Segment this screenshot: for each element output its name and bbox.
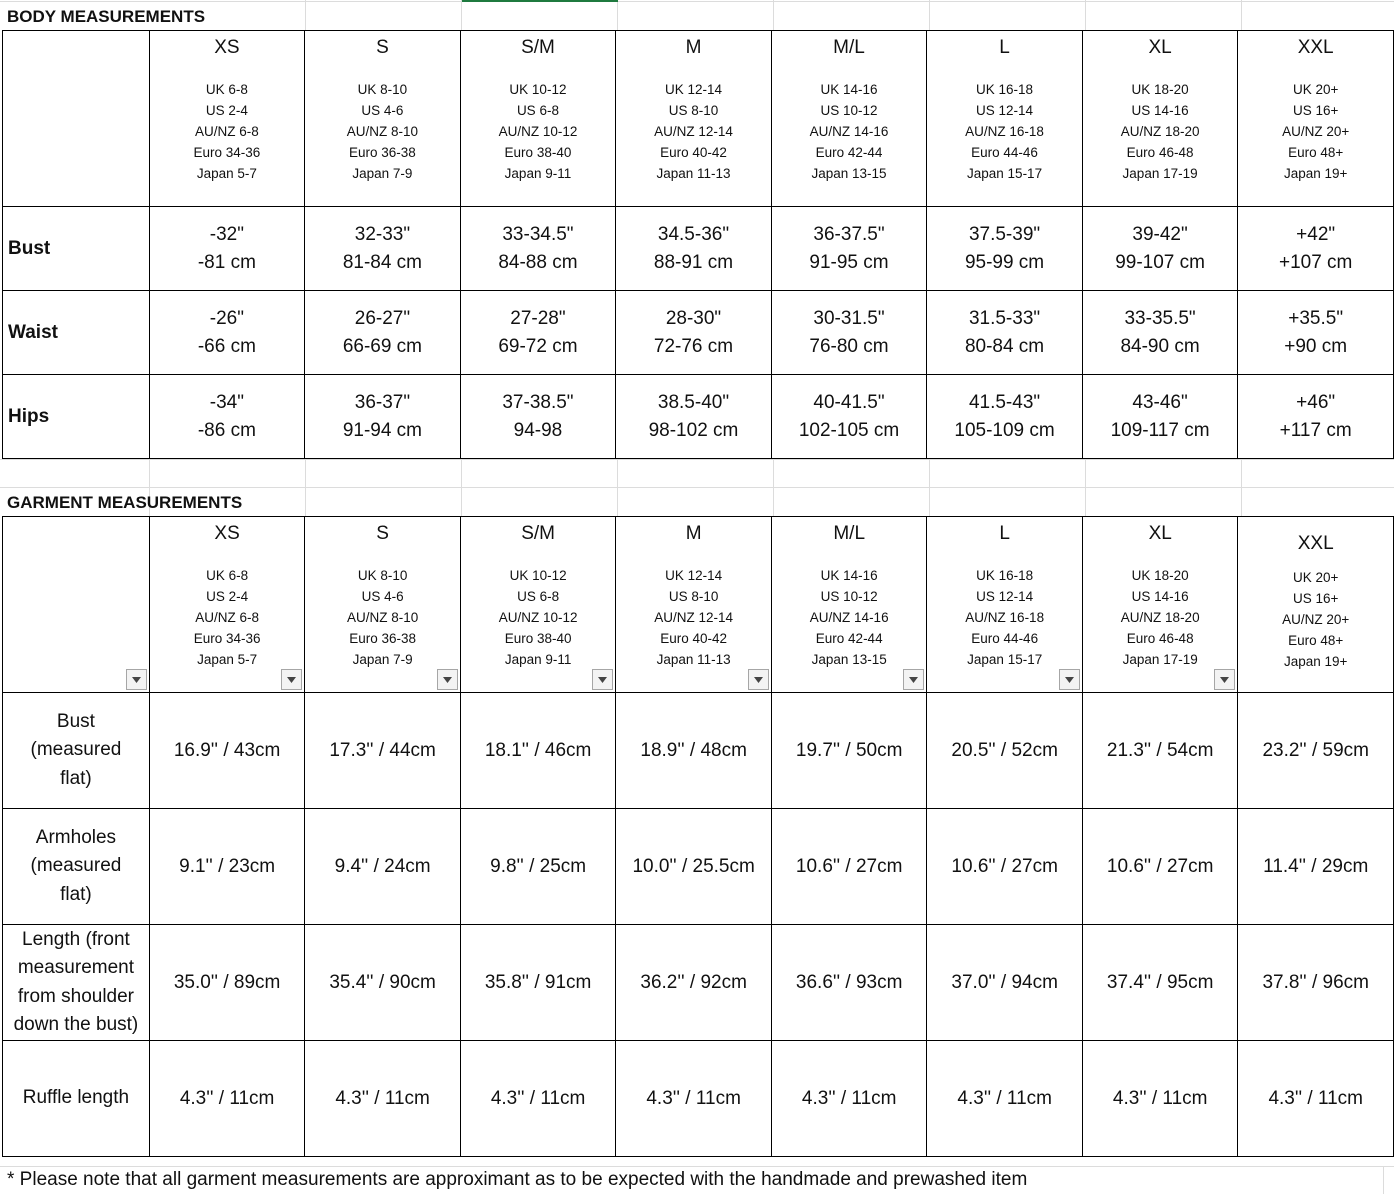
cm-value: 109-117 cm <box>1110 419 1210 441</box>
garment-value-cell: 35.4'' / 90cm <box>305 925 461 1041</box>
size-header-cell <box>149 31 305 207</box>
cm-value: +117 cm <box>1279 419 1352 441</box>
garment-value-cell: 4.3'' / 11cm <box>1238 1041 1394 1157</box>
size-conversion: AU/NZ 16-18 <box>965 124 1044 139</box>
size-conversion: UK 10-12 <box>509 82 567 97</box>
measurement-cell <box>305 291 461 375</box>
size-header-cell <box>149 517 305 693</box>
size-name: S <box>376 523 389 544</box>
garment-value-cell: 19.7'' / 50cm <box>771 693 927 809</box>
size-conversion: AU/NZ 16-18 <box>965 610 1045 625</box>
size-conversion: UK 12-14 <box>664 82 722 97</box>
measurement-value <box>305 305 460 361</box>
cm-value: 94-98 <box>513 419 563 441</box>
size-header-cell <box>927 31 1083 207</box>
garment-value-cell: 10.6'' / 27cm <box>927 809 1083 925</box>
filter-dropdown-icon[interactable] <box>437 669 458 690</box>
filter-dropdown-icon[interactable] <box>126 669 147 690</box>
cm-value: 95-99 cm <box>964 251 1045 273</box>
size-conversion: Euro 40-42 <box>660 631 728 646</box>
row-label-line: measurement <box>17 957 135 978</box>
size-conversion: US 14-16 <box>1131 103 1189 118</box>
cm-value: 91-95 cm <box>809 251 889 273</box>
row-label-line: flat) <box>60 883 92 905</box>
garment-value-cell: 10.6'' / 27cm <box>1082 809 1238 925</box>
measurement-cell <box>460 207 616 291</box>
size-conversion: Japan 19+ <box>1284 654 1348 669</box>
garment-value-cell: 9.8'' / 25cm <box>460 809 616 925</box>
size-header-row <box>3 517 1394 693</box>
measurement-value <box>772 389 927 445</box>
cm-value: 69-72 cm <box>498 335 578 357</box>
inches-value: -34" <box>209 391 244 413</box>
cm-value: 84-88 cm <box>498 251 578 273</box>
size-conversion: Japan 17-19 <box>1122 652 1198 667</box>
measurement-value <box>461 221 616 277</box>
garment-value-cell: 17.3'' / 44cm <box>305 693 461 809</box>
size-conversion: Japan 15-17 <box>967 652 1043 667</box>
size-conversion: UK 14-16 <box>820 568 878 583</box>
garment-value-cell: 35.8'' / 91cm <box>460 925 616 1041</box>
cm-value: 81-84 cm <box>342 251 423 273</box>
row-label-line: (measured <box>30 855 122 877</box>
inches-value: 30-31.5" <box>813 307 885 329</box>
inches-value: +35.5" <box>1288 307 1344 329</box>
size-conversion: Euro 34-36 <box>193 145 261 160</box>
size-conversion: Euro 36-38 <box>349 631 416 646</box>
size-conversion: Euro 44-46 <box>971 145 1038 160</box>
measurement-cell <box>305 375 461 459</box>
measurement-cell <box>149 291 305 375</box>
size-name: XXL <box>1297 533 1334 554</box>
measurement-value <box>150 389 305 445</box>
measurement-cell <box>927 207 1083 291</box>
size-conversion: Japan 11-13 <box>656 166 731 181</box>
size-name: XL <box>1148 523 1172 544</box>
size-conversion: Japan 7-9 <box>352 166 413 181</box>
size-conversions <box>927 565 1082 670</box>
size-conversions <box>1083 565 1238 670</box>
size-conversions <box>150 565 305 670</box>
row-label-line: from shoulder <box>17 985 135 1007</box>
row-label-line: Ruffle length <box>22 1087 130 1109</box>
garment-value-cell: 18.1'' / 46cm <box>460 693 616 809</box>
size-conversion: Japan 5-7 <box>196 166 257 181</box>
size-header-cell <box>616 517 772 693</box>
size-conversion: US 8-10 <box>668 589 719 604</box>
body-measurements-table <box>2 30 1394 459</box>
size-name: XL <box>1148 37 1172 58</box>
size-conversion: US 14-16 <box>1131 589 1189 604</box>
measurement-cell <box>1082 291 1238 375</box>
inches-value: -32" <box>209 223 244 245</box>
size-header-cell <box>1238 517 1394 693</box>
garment-value-cell: 10.6'' / 27cm <box>771 809 927 925</box>
garment-value-cell: 4.3'' / 11cm <box>1082 1041 1238 1157</box>
size-conversion: Japan 13-15 <box>811 652 887 667</box>
measurement-value <box>616 389 771 445</box>
size-conversion: US 12-14 <box>976 103 1034 118</box>
size-conversion: UK 20+ <box>1292 82 1339 97</box>
garment-value-cell: 23.2'' / 59cm <box>1238 693 1394 809</box>
measurement-value <box>927 389 1082 445</box>
size-header-cell <box>305 517 461 693</box>
size-conversions <box>1238 567 1393 672</box>
inches-value: 36-37" <box>354 391 411 413</box>
measurement-value <box>927 221 1082 277</box>
measurement-row <box>3 291 1394 375</box>
size-conversions <box>772 79 927 184</box>
size-conversion: AU/NZ 8-10 <box>346 610 419 625</box>
cm-value: +107 cm <box>1278 251 1353 273</box>
size-conversion: Euro 34-36 <box>193 631 261 646</box>
measurement-cell <box>149 207 305 291</box>
size-conversion: AU/NZ 14-16 <box>809 124 889 139</box>
garment-value-cell: 9.4'' / 24cm <box>305 809 461 925</box>
size-conversion: AU/NZ 18-20 <box>1120 124 1200 139</box>
size-conversions <box>305 565 460 670</box>
size-conversion: Japan 5-7 <box>197 652 258 667</box>
garment-value-cell: 20.5'' / 52cm <box>927 693 1083 809</box>
size-conversion: AU/NZ 20+ <box>1282 124 1350 139</box>
cm-value: +90 cm <box>1284 335 1348 357</box>
inches-value: -26" <box>209 307 244 329</box>
measurement-value <box>1083 221 1238 277</box>
garment-value-cell: 37.8'' / 96cm <box>1238 925 1394 1041</box>
measurement-cell <box>927 375 1083 459</box>
size-conversion: Euro 46-48 <box>1126 145 1194 160</box>
row-label: Hips <box>3 375 150 459</box>
row-label-line: (measured <box>30 739 122 761</box>
measurement-value <box>772 221 927 277</box>
size-conversions <box>461 79 616 184</box>
measurement-cell <box>927 291 1083 375</box>
size-conversion: US 4-6 <box>361 103 404 118</box>
active-cell-indicator <box>462 0 618 2</box>
measurement-cell <box>1238 207 1394 291</box>
row-label-line: Armholes <box>35 826 117 848</box>
garment-value-cell: 4.3'' / 11cm <box>149 1041 305 1157</box>
size-conversion: UK 18-20 <box>1131 568 1189 583</box>
size-conversion: Euro 36-38 <box>349 145 416 160</box>
size-conversions <box>150 79 305 184</box>
row-label-line: Bust <box>56 710 95 732</box>
cm-value: -86 cm <box>197 419 256 441</box>
size-name: M/L <box>833 523 866 544</box>
filter-dropdown-icon[interactable] <box>1059 669 1080 690</box>
measurement-value <box>616 221 771 277</box>
measurement-cell <box>460 375 616 459</box>
size-conversion: UK 8-10 <box>357 82 408 97</box>
cm-value: 98-102 cm <box>648 419 739 441</box>
garment-value-cell: 4.3'' / 11cm <box>927 1041 1083 1157</box>
size-conversion: UK 20+ <box>1293 570 1339 585</box>
size-conversion: AU/NZ 18-20 <box>1120 610 1200 625</box>
cm-value: -66 cm <box>197 335 256 357</box>
garment-value-cell: 36.6'' / 93cm <box>771 925 927 1041</box>
corner-cell <box>3 31 150 207</box>
size-conversion: US 16+ <box>1292 103 1339 118</box>
measurement-value <box>1083 305 1238 361</box>
size-conversion: AU/NZ 20+ <box>1282 612 1350 627</box>
row-label <box>3 693 150 809</box>
inches-value: 33-34.5" <box>502 223 574 245</box>
size-conversion: Japan 11-13 <box>656 652 731 667</box>
measurement-cell <box>149 375 305 459</box>
garment-value-cell: 37.4'' / 95cm <box>1082 925 1238 1041</box>
size-conversions <box>461 565 616 670</box>
inches-value: 34.5-36" <box>657 223 730 245</box>
garment-value-cell: 21.3'' / 54cm <box>1082 693 1238 809</box>
size-conversions <box>772 565 927 670</box>
garment-value-cell: 4.3'' / 11cm <box>460 1041 616 1157</box>
size-conversion: AU/NZ 10-12 <box>498 610 578 625</box>
size-conversion: Japan 15-17 <box>967 166 1043 181</box>
cm-value: 88-91 cm <box>653 251 734 273</box>
inches-value: 26-27" <box>354 307 411 329</box>
size-conversion: AU/NZ 12-14 <box>654 124 733 139</box>
cm-value: 66-69 cm <box>342 335 423 357</box>
size-header-cell <box>927 517 1083 693</box>
inches-value: 31.5-33" <box>968 307 1041 329</box>
measurement-cell <box>1082 207 1238 291</box>
size-header-cell <box>1082 31 1238 207</box>
size-conversion: UK 16-18 <box>976 568 1034 583</box>
inches-value: 39-42" <box>1132 223 1188 245</box>
size-conversion: US 4-6 <box>361 589 404 604</box>
measurement-cell <box>616 291 772 375</box>
cm-value: 84-90 cm <box>1120 335 1200 357</box>
filter-dropdown-icon[interactable] <box>748 669 769 690</box>
size-header-cell <box>1082 517 1238 693</box>
measurement-cell <box>616 207 772 291</box>
cm-value: 105-109 cm <box>954 419 1055 441</box>
size-conversion: US 6-8 <box>517 589 560 604</box>
footnote: * Please note that all garment measurements are approximant as to be expected with the handmade and prewashed item <box>7 1169 1028 1190</box>
size-conversion: Euro 46-48 <box>1126 631 1194 646</box>
measurement-value <box>1083 389 1238 445</box>
size-conversion: UK 6-8 <box>205 82 248 97</box>
body-measurements-title: BODY MEASUREMENTS <box>7 7 206 26</box>
size-header-cell <box>460 31 616 207</box>
size-conversion: UK 10-12 <box>509 568 567 583</box>
measurement-cell <box>616 375 772 459</box>
row-label <box>3 925 150 1041</box>
row-label-line: Length (front <box>22 928 130 950</box>
size-name: XS <box>214 523 240 544</box>
measurement-value <box>150 305 305 361</box>
size-conversion: US 2-4 <box>206 589 249 604</box>
filter-dropdown-icon[interactable] <box>592 669 613 690</box>
garment-measurement-row <box>3 1041 1394 1157</box>
inches-value: 36-37.5" <box>813 223 885 245</box>
size-header-cell <box>771 517 927 693</box>
corner-cell <box>3 517 150 693</box>
row-label: Bust <box>3 207 150 291</box>
cm-value: 76-80 cm <box>809 335 889 357</box>
size-header-cell <box>305 31 461 207</box>
measurement-value <box>772 305 927 361</box>
cm-value: 80-84 cm <box>964 335 1045 357</box>
size-conversion: Euro 44-46 <box>971 631 1039 646</box>
size-conversion: Japan 19+ <box>1283 166 1348 181</box>
filter-dropdown-icon[interactable] <box>903 669 924 690</box>
size-conversion: UK 16-18 <box>976 82 1034 97</box>
size-conversion: Japan 9-11 <box>504 652 572 667</box>
size-conversion: Euro 42-44 <box>815 145 883 160</box>
size-conversion: Euro 38-40 <box>504 631 572 646</box>
measurement-value <box>1238 389 1393 445</box>
measurement-value <box>1238 305 1393 361</box>
size-header-cell <box>1238 31 1394 207</box>
inches-value: 27-28" <box>510 307 566 329</box>
size-conversion: AU/NZ 14-16 <box>809 610 889 625</box>
inches-value: +42" <box>1296 223 1336 245</box>
inches-value: 37-38.5" <box>502 391 574 413</box>
measurement-value <box>461 305 616 361</box>
size-conversion: AU/NZ 6-8 <box>195 610 259 625</box>
inches-value: 43-46" <box>1132 391 1188 413</box>
measurement-value <box>1238 221 1393 277</box>
size-name: S/M <box>521 37 555 58</box>
inches-value: 33-35.5" <box>1124 307 1196 329</box>
garment-measurements-title: GARMENT MEASUREMENTS <box>7 493 243 512</box>
size-conversions <box>927 79 1082 184</box>
measurement-cell <box>1238 375 1394 459</box>
cm-value: 72-76 cm <box>653 335 734 357</box>
garment-value-cell: 10.0'' / 25.5cm <box>616 809 772 925</box>
size-conversion: AU/NZ 8-10 <box>346 124 419 139</box>
inches-value: 38.5-40" <box>657 391 730 413</box>
measurement-value <box>616 305 771 361</box>
size-name: M <box>685 523 702 544</box>
measurement-cell <box>771 207 927 291</box>
size-conversions <box>616 79 771 184</box>
size-conversion: Japan 9-11 <box>504 166 572 181</box>
size-name: XS <box>214 37 240 58</box>
size-header-cell <box>771 31 927 207</box>
size-conversion: US 8-10 <box>668 103 719 118</box>
filter-dropdown-icon[interactable] <box>1214 669 1235 690</box>
size-conversion: UK 14-16 <box>820 82 878 97</box>
size-conversion: Japan 7-9 <box>352 652 413 667</box>
cm-value: 102-105 cm <box>798 419 900 441</box>
size-name: S/M <box>521 523 555 544</box>
size-conversion: AU/NZ 6-8 <box>195 124 259 139</box>
measurement-value <box>461 389 616 445</box>
garment-value-cell: 36.2'' / 92cm <box>616 925 772 1041</box>
inches-value: 37.5-39" <box>968 223 1041 245</box>
garment-value-cell: 9.1'' / 23cm <box>149 809 305 925</box>
row-label: Waist <box>3 291 150 375</box>
measurement-value <box>305 389 460 445</box>
measurement-value <box>927 305 1082 361</box>
size-header-cell <box>460 517 616 693</box>
row-label-line: flat) <box>60 767 92 789</box>
size-conversion: Japan 17-19 <box>1122 166 1198 181</box>
filter-dropdown-icon[interactable] <box>281 669 302 690</box>
measurement-value <box>305 221 460 277</box>
garment-value-cell: 35.0'' / 89cm <box>149 925 305 1041</box>
garment-measurement-row <box>3 925 1394 1041</box>
size-conversion: US 10-12 <box>820 589 878 604</box>
measurement-cell <box>1082 375 1238 459</box>
size-conversion: US 12-14 <box>976 589 1034 604</box>
size-name: L <box>999 523 1010 544</box>
size-conversions <box>616 565 771 670</box>
size-conversion: UK 8-10 <box>357 568 408 583</box>
row-label <box>3 809 150 925</box>
size-name: M/L <box>833 37 865 58</box>
size-conversion: Japan 13-15 <box>811 166 887 181</box>
inches-value: 32-33" <box>354 223 411 245</box>
size-conversion: UK 12-14 <box>665 568 723 583</box>
size-conversion: US 10-12 <box>820 103 878 118</box>
cm-value: -81 cm <box>197 251 256 273</box>
size-conversion: Euro 48+ <box>1288 633 1344 648</box>
size-conversions <box>1238 79 1393 184</box>
size-conversion: Euro 42-44 <box>815 631 883 646</box>
measurement-cell <box>771 375 927 459</box>
size-conversion: Euro 48+ <box>1288 145 1344 160</box>
inches-value: 28-30" <box>665 307 722 329</box>
garment-value-cell: 4.3'' / 11cm <box>616 1041 772 1157</box>
size-conversion: US 2-4 <box>205 103 248 118</box>
size-conversion: US 6-8 <box>516 103 559 118</box>
cm-value: 91-94 cm <box>342 419 423 441</box>
size-conversion: AU/NZ 10-12 <box>498 124 578 139</box>
garment-value-cell: 4.3'' / 11cm <box>771 1041 927 1157</box>
row-label-line: down the bust) <box>13 1014 139 1035</box>
measurement-row <box>3 207 1394 291</box>
size-name: L <box>999 37 1010 58</box>
garment-value-cell: 16.9'' / 43cm <box>149 693 305 809</box>
size-conversions <box>305 79 460 184</box>
garment-value-cell: 18.9'' / 48cm <box>616 693 772 809</box>
size-conversion: UK 18-20 <box>1131 82 1189 97</box>
garment-value-cell: 37.0'' / 94cm <box>927 925 1083 1041</box>
garment-value-cell: 11.4'' / 29cm <box>1238 809 1394 925</box>
size-conversion: Euro 38-40 <box>504 145 572 160</box>
row-label <box>3 1041 150 1157</box>
size-header-cell <box>616 31 772 207</box>
size-conversion: UK 6-8 <box>206 568 249 583</box>
size-conversion: US 16+ <box>1293 591 1339 606</box>
measurement-row <box>3 375 1394 459</box>
inches-value: 40-41.5" <box>813 391 885 413</box>
garment-value-cell: 4.3'' / 11cm <box>305 1041 461 1157</box>
garment-measurement-row <box>3 809 1394 925</box>
measurement-cell <box>771 291 927 375</box>
size-name: M <box>685 37 702 58</box>
measurement-cell <box>460 291 616 375</box>
garment-measurements-table <box>2 516 1394 1157</box>
size-conversions <box>1083 79 1238 184</box>
size-conversion: AU/NZ 12-14 <box>654 610 734 625</box>
inches-value: 41.5-43" <box>968 391 1041 413</box>
size-name: XXL <box>1297 37 1334 58</box>
measurement-value <box>150 221 305 277</box>
inches-value: +46" <box>1296 391 1336 413</box>
measurement-cell <box>1238 291 1394 375</box>
measurement-cell <box>305 207 461 291</box>
garment-measurement-row <box>3 693 1394 809</box>
size-name: S <box>376 37 389 58</box>
size-conversion: Euro 40-42 <box>660 145 727 160</box>
cm-value: 99-107 cm <box>1115 251 1205 273</box>
size-header-row <box>3 31 1394 207</box>
